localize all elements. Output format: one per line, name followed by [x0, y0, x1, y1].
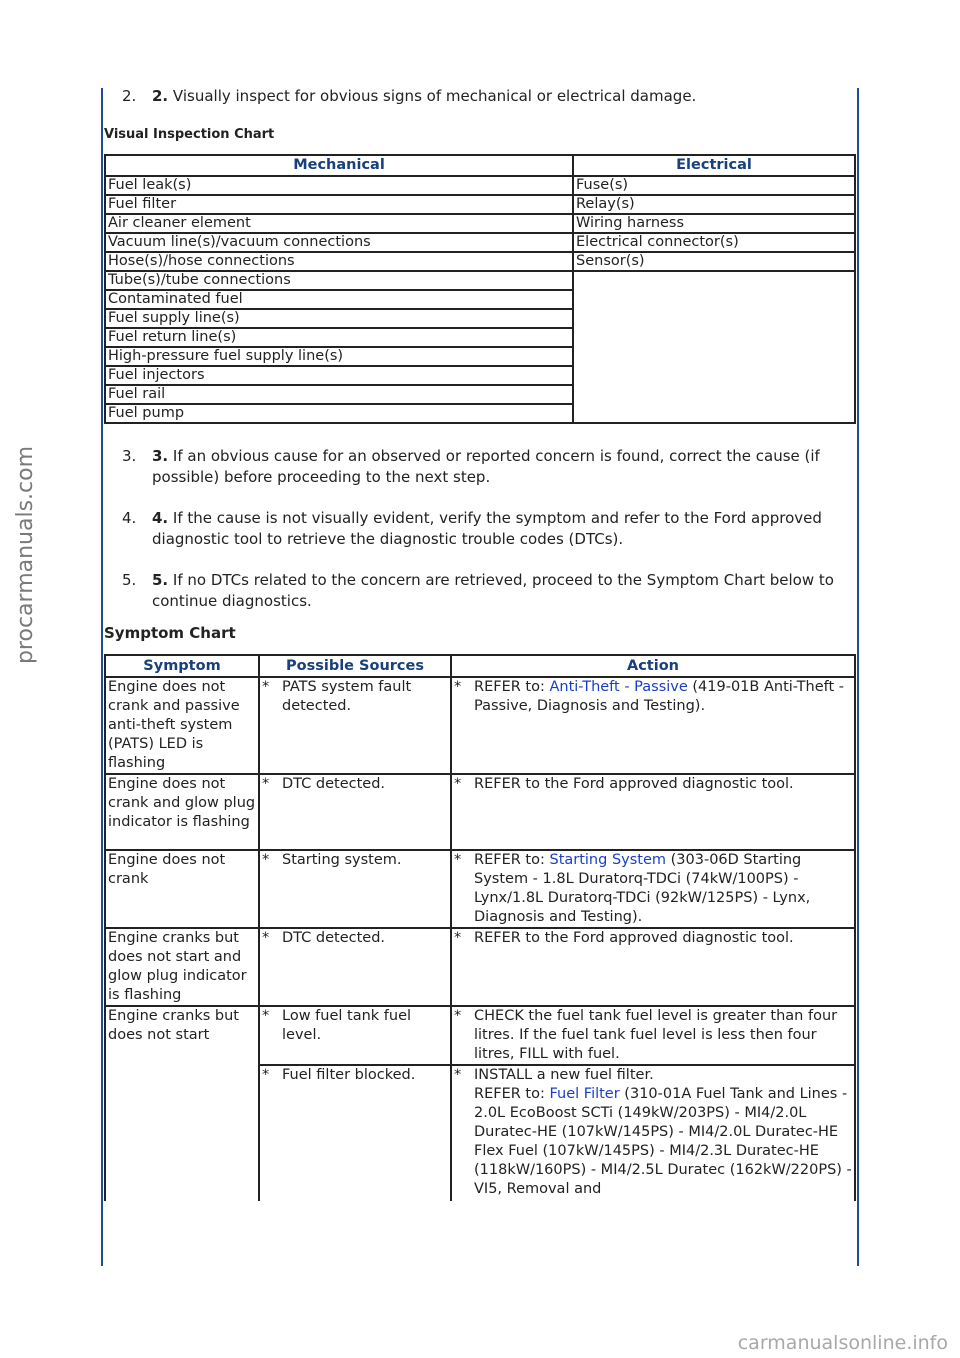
- table-row: [105, 774, 855, 850]
- action-cell: * CHECK the fuel tank fuel level is greater than four litres. If the fuel tank fuel level is less then four litres, FILL with fuel.: [451, 1006, 855, 1065]
- table-row: [105, 1006, 855, 1065]
- symptom-cell: Engine cranks but does not start and glow plug indicator is flashing: [105, 928, 259, 1006]
- electrical-item: Relay(s): [573, 195, 855, 214]
- symptom-cell: Engine cranks but does not start: [105, 1006, 259, 1201]
- right-border-line: [857, 88, 859, 1266]
- visual-inspection-title: Visual Inspection Chart: [104, 127, 275, 142]
- electrical-empty-cell: [573, 271, 855, 423]
- source-cell: * PATS system fault detected.: [259, 677, 451, 774]
- anti-theft-passive-link[interactable]: Anti-Theft - Passive: [549, 679, 688, 695]
- electrical-item: Fuse(s): [573, 176, 855, 195]
- step-5: [104, 570, 856, 612]
- mechanical-item: Hose(s)/hose connections: [105, 252, 573, 271]
- header-mechanical: Mechanical: [105, 155, 573, 176]
- action-cell: * REFER to the Ford approved diagnostic tool.: [451, 928, 855, 1006]
- mechanical-item: Fuel leak(s): [105, 176, 573, 195]
- mechanical-item: Fuel filter: [105, 195, 573, 214]
- source-cell: * DTC detected.: [259, 774, 451, 850]
- symptom-table: [104, 654, 856, 1201]
- action-cell: * INSTALL a new fuel filter. REFER to: Fuel Filter (310-01A Fuel Tank and Lines - 2.0L EcoBoost SCTi (149kW/203PS) - MI4/2.0L Duratec-HE (107kW/145PS) - MI4/2.0L Duratec-HE Flex Fuel (107kW/145PS) - MI4/2.3L Duratec-HE (118kW/160PS) - MI4/2.5L Duratec (162kW/220PS) - VI5, Removal and: [451, 1065, 855, 1201]
- header-electrical: Electrical: [573, 155, 855, 176]
- left-border-line: [101, 88, 103, 1266]
- header-possible-sources: Possible Sources: [259, 655, 451, 677]
- mechanical-item: Vacuum line(s)/vacuum connections: [105, 233, 573, 252]
- starting-system-link[interactable]: Starting System: [549, 852, 667, 868]
- electrical-item: Wiring harness: [573, 214, 855, 233]
- symptom-chart-title: Symptom Chart: [104, 624, 236, 642]
- table-row: [105, 677, 855, 774]
- step-2: [104, 86, 856, 107]
- action-cell: * REFER to the Ford approved diagnostic tool.: [451, 774, 855, 850]
- fuel-filter-link[interactable]: Fuel Filter: [549, 1086, 620, 1102]
- mechanical-item: Fuel rail: [105, 385, 573, 404]
- symptom-cell: Engine does not crank and glow plug indicator is flashing: [105, 774, 259, 850]
- action-cell: * REFER to: Starting System (303-06D Starting System - 1.8L Duratorq-TDCi (74kW/100PS) - Lynx/1.8L Duratorq-TDCi (92kW/125PS) - Lynx, Diagnosis and Testing).: [451, 850, 855, 928]
- mechanical-item: Contaminated fuel: [105, 290, 573, 309]
- mechanical-item: Tube(s)/tube connections: [105, 271, 573, 290]
- header-action: Action: [451, 655, 855, 677]
- table-row: [105, 928, 855, 1006]
- electrical-item: Sensor(s): [573, 252, 855, 271]
- step-number: 2.: [122, 87, 137, 105]
- step-text: 5. If no DTCs related to the concern are retrieved, proceed to the Symptom Chart below to continue diagnostics.: [152, 571, 834, 610]
- mechanical-item: Fuel injectors: [105, 366, 573, 385]
- mechanical-item: High-pressure fuel supply line(s): [105, 347, 573, 366]
- step-text: 2. Visually inspect for obvious signs of mechanical or electrical damage.: [152, 87, 697, 105]
- source-cell: * Fuel filter blocked.: [259, 1065, 451, 1201]
- mechanical-item: Air cleaner element: [105, 214, 573, 233]
- side-watermark: procarmanuals.com: [13, 445, 38, 665]
- step-number: 3.: [122, 447, 137, 465]
- symptom-cell: Engine does not crank and passive anti-theft system (PATS) LED is flashing: [105, 677, 259, 774]
- mechanical-item: Fuel return line(s): [105, 328, 573, 347]
- mechanical-item: Fuel supply line(s): [105, 309, 573, 328]
- step-text: 3. If an obvious cause for an observed or reported concern is found, correct the cause (if possible) before proceeding to the next step.: [152, 447, 820, 486]
- source-cell: * DTC detected.: [259, 928, 451, 1006]
- header-symptom: Symptom: [105, 655, 259, 677]
- step-4: [104, 508, 856, 550]
- table-row: [105, 850, 855, 928]
- source-cell: * Starting system.: [259, 850, 451, 928]
- bottom-watermark: carmanualsonline.info: [737, 1332, 948, 1354]
- step-number: 5.: [122, 571, 137, 589]
- mechanical-item: Fuel pump: [105, 404, 573, 423]
- source-cell: * Low fuel tank fuel level.: [259, 1006, 451, 1065]
- symptom-cell: Engine does not crank: [105, 850, 259, 928]
- electrical-item: Electrical connector(s): [573, 233, 855, 252]
- action-cell: * REFER to: Anti-Theft - Passive (419-01B Anti-Theft - Passive, Diagnosis and Testing).: [451, 677, 855, 774]
- step-3: [104, 446, 856, 488]
- step-number: 4.: [122, 509, 137, 527]
- page-content: [104, 86, 856, 1201]
- visual-inspection-table: [104, 154, 856, 424]
- step-text: 4. If the cause is not visually evident, verify the symptom and refer to the Ford approved diagnostic tool to retrieve the diagnostic trouble codes (DTCs).: [152, 509, 822, 548]
